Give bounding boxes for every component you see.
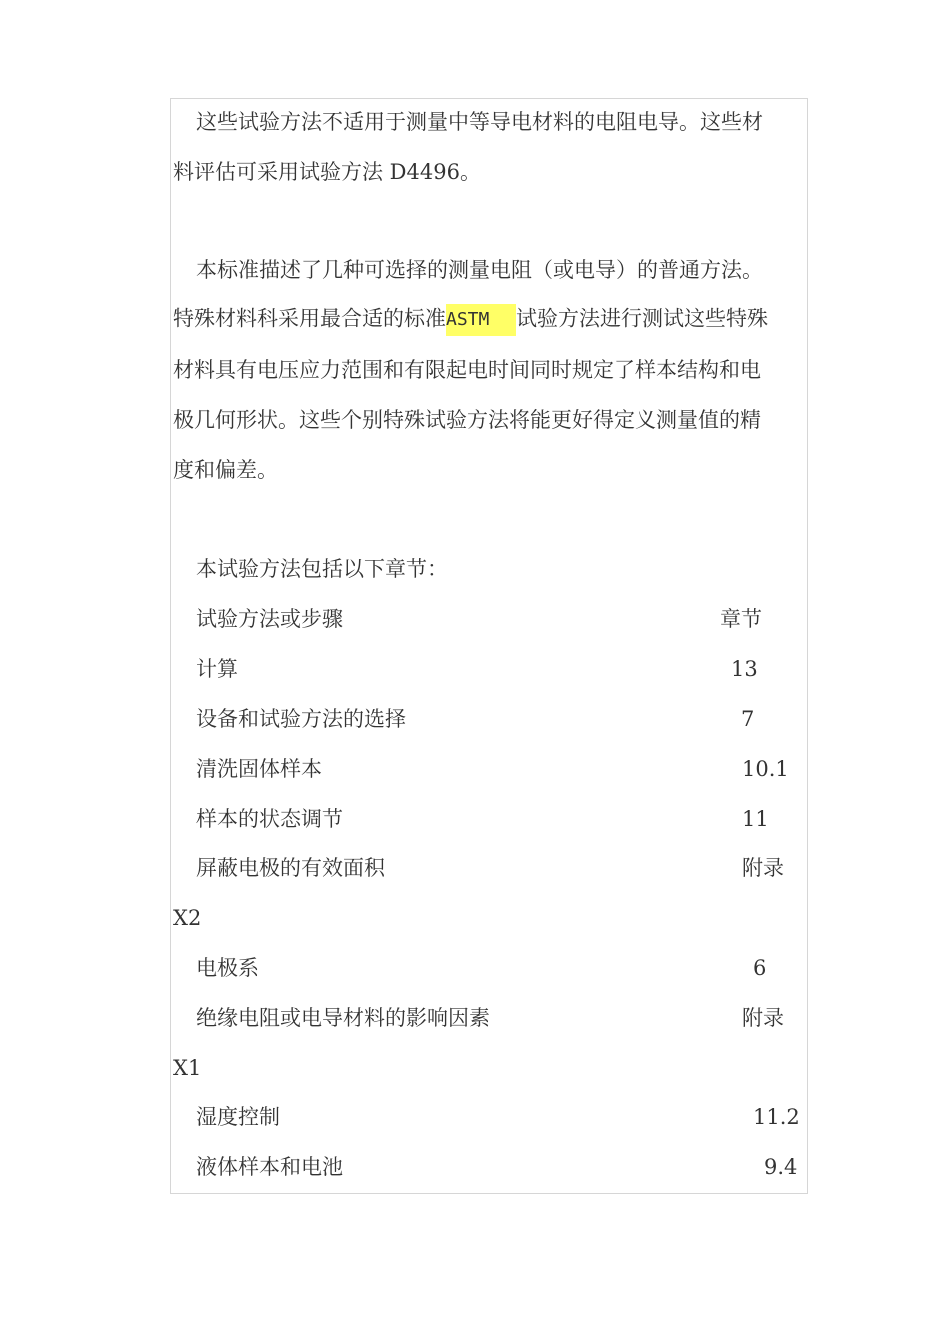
- toc-row-label: 液体样本和电池: [196, 1155, 343, 1179]
- paragraph2-line2-after: 试验方法进行测试这些特殊: [516, 306, 768, 331]
- toc-row-section: 13: [731, 657, 758, 681]
- toc-row-label: 清洗固体样本: [196, 757, 322, 781]
- toc-header-label: 试验方法或步骤: [196, 607, 343, 631]
- toc-row-label: 绝缘电阻或电导材料的影响因素: [196, 1006, 490, 1030]
- toc-row-section: 9.4: [764, 1155, 798, 1179]
- toc-row-section: 10.1: [742, 757, 789, 781]
- paragraph1-line1: 这些试验方法不适用于测量中等导电材料的电阻电导。这些材: [196, 110, 763, 134]
- toc-row-section: 附录: [742, 856, 784, 880]
- paragraph2-line1: 本标准描述了几种可选择的测量电阻（或电导）的普通方法。: [196, 258, 763, 282]
- toc-row-section-wrap: X1: [173, 1056, 202, 1080]
- astm-highlight: ASTM: [446, 304, 516, 336]
- paragraph1-line2: 料评估可采用试验方法 D4496。: [173, 160, 481, 184]
- toc-row-section: 6: [753, 956, 767, 980]
- toc-header-section: 章节: [720, 607, 762, 631]
- paragraph2-line4: 极几何形状。这些个别特殊试验方法将能更好得定义测量值的精: [173, 408, 761, 432]
- toc-row-label: 计算: [196, 657, 238, 681]
- toc-row-label: 设备和试验方法的选择: [196, 707, 406, 731]
- toc-row-label: 电极系: [196, 956, 259, 980]
- toc-row-section: 7: [741, 707, 755, 731]
- toc-row-section: 11: [742, 807, 769, 831]
- toc-row-label: 湿度控制: [196, 1105, 280, 1129]
- toc-row-section: 附录: [742, 1006, 784, 1030]
- paragraph2-line5: 度和偏差。: [173, 458, 278, 482]
- toc-row-label: 样本的状态调节: [196, 807, 343, 831]
- paragraph2-line2-before: 特殊材料科采用最合适的标准: [173, 306, 446, 331]
- toc-row-section-wrap: X2: [173, 906, 202, 930]
- paragraph2-line3: 材料具有电压应力范围和有限起电时间同时规定了样本结构和电: [173, 358, 761, 382]
- toc-intro: 本试验方法包括以下章节：: [196, 557, 448, 581]
- toc-row-label: 屏蔽电极的有效面积: [196, 856, 385, 880]
- toc-row-section: 11.2: [753, 1105, 800, 1129]
- paragraph2-line2: [173, 304, 768, 336]
